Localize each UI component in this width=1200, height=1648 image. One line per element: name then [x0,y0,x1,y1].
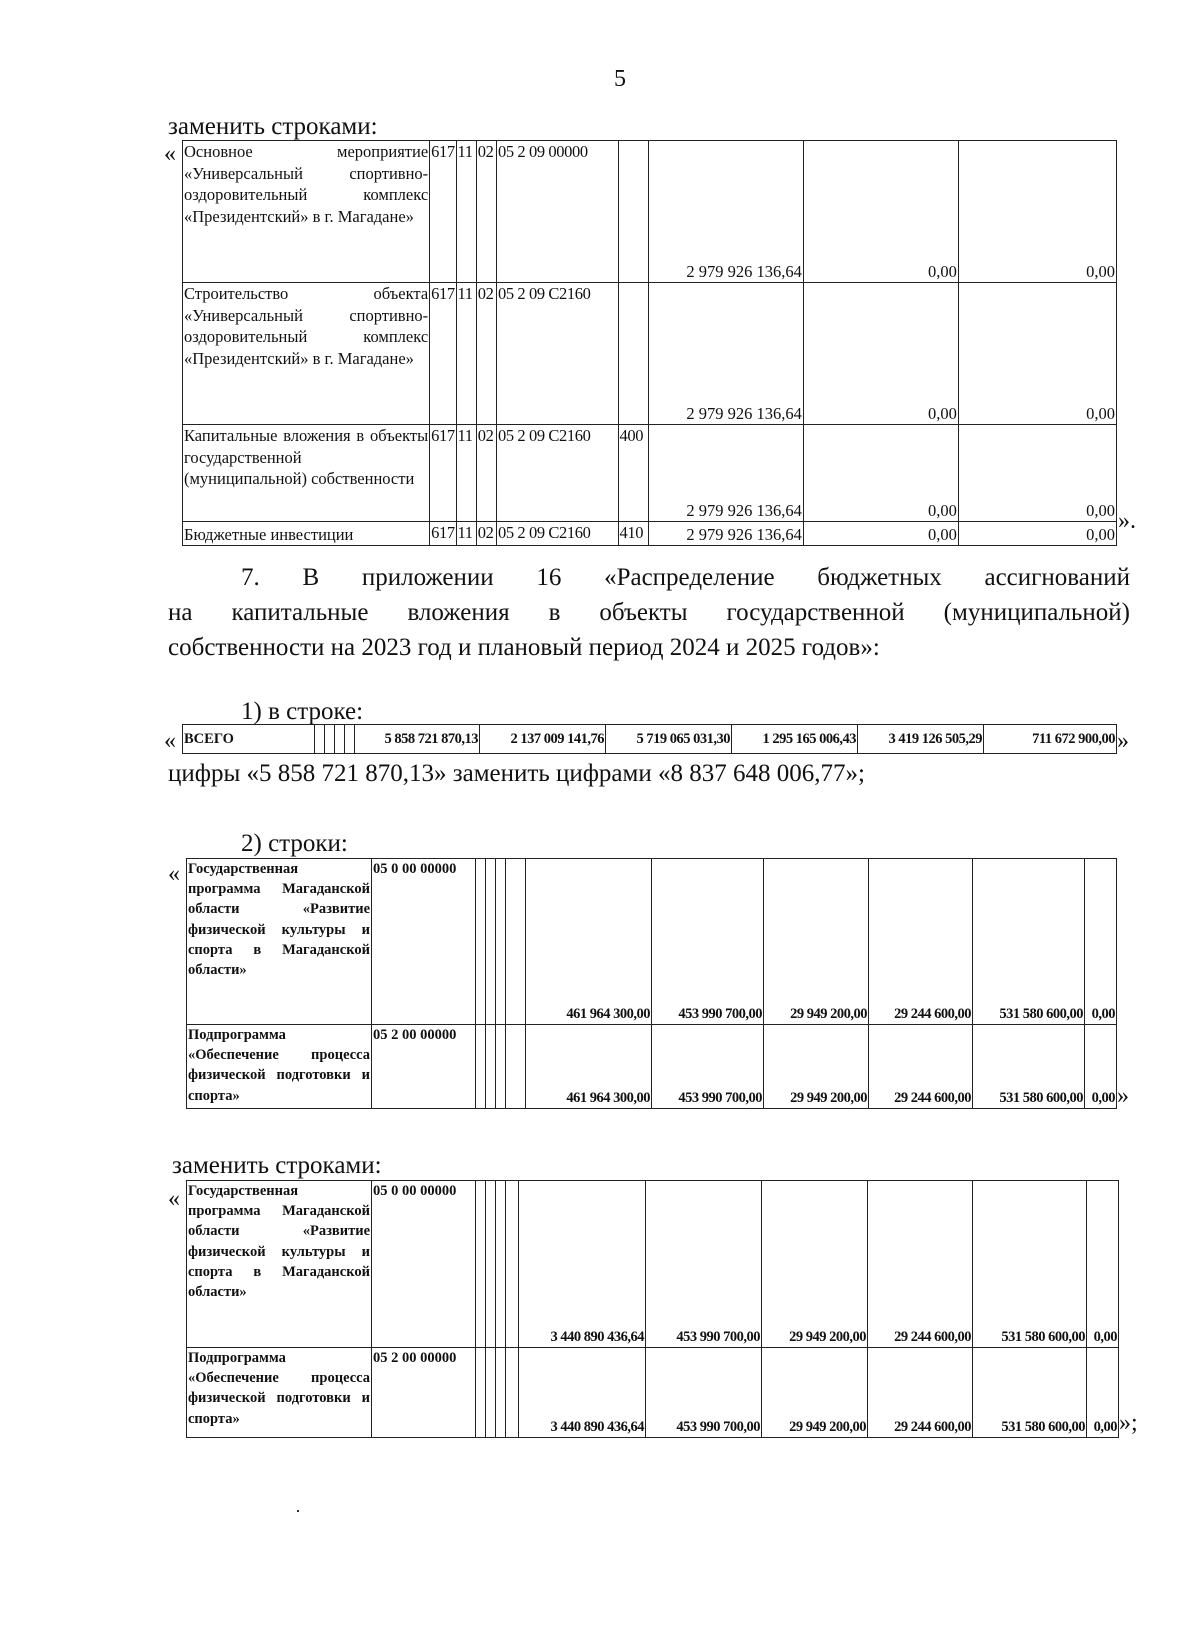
heading-rows: 2) строки: [241,830,348,857]
value-1: 3 440 890 436,64 [519,1348,646,1438]
heading-replace-rows-1: заменить строками: [168,113,378,140]
value-2024: 0,00 [803,425,958,522]
value-2025: 0,00 [958,522,1116,546]
code-expense-type: 400 [618,425,648,522]
table-row [187,1181,1119,1348]
code-ministry: 617 [430,141,456,283]
table3 [186,858,1117,1109]
code-ministry: 617 [430,425,456,522]
code-section: 11 [456,522,476,546]
value-6: 0,00 [1085,1025,1117,1109]
total-value-1: 5 858 721 870,13 [355,725,480,754]
table-row [183,725,1117,754]
value-4: 29 244 600,00 [868,1181,973,1348]
heading-replace-rows-2: заменить строками: [172,1152,382,1179]
value-2: 453 990 700,00 [652,859,764,1025]
value-6: 0,00 [1087,1348,1119,1438]
value-2025: 0,00 [958,425,1116,522]
value-5: 531 580 600,00 [973,1181,1087,1348]
paragraph-7-line-2: на капитальные вложения в объекты государственной (муниципальной) [168,599,1130,626]
table4 [186,1180,1119,1438]
table2-open-quote: « [164,728,176,754]
program-code: 05 2 00 00000 [372,1348,476,1438]
heading-in-row: 1) в строке: [241,698,364,725]
total-value-2: 2 137 009 141,76 [480,725,606,754]
total-value-3: 5 719 065 031,30 [606,725,732,754]
value-2024: 0,00 [803,141,958,283]
value-4: 29 244 600,00 [869,1025,973,1109]
row-name: Капитальные вложения в объекты государственной (муниципальной) собственности [183,425,430,522]
row-label-total: ВСЕГО [183,725,315,754]
value-2023: 2 979 926 136,64 [648,425,803,522]
code-ministry: 617 [430,522,456,546]
value-2024: 0,00 [803,522,958,546]
value-4: 29 244 600,00 [869,859,973,1025]
value-2024: 0,00 [803,283,958,425]
row-name: Государственная программа Магаданской области «Развитие физической культуры и спорта в Магаданской области» [187,1181,372,1348]
code-subsection: 02 [476,283,496,425]
program-code: 05 2 00 00000 [372,1025,476,1109]
value-5: 531 580 600,00 [973,1348,1087,1438]
total-value-4: 1 295 165 006,43 [732,725,858,754]
code-expense-type [618,283,648,425]
table-row [183,141,1117,283]
code-expense-type: 410 [618,522,648,546]
value-2023: 2 979 926 136,64 [648,141,803,283]
value-5: 531 580 600,00 [973,1025,1085,1109]
table1 [182,140,1117,546]
value-4: 29 244 600,00 [868,1348,973,1438]
replace-figures-text: цифры «5 858 721 870,13» заменить цифрами «8 837 648 006,77»; [168,760,865,787]
row-name: Подпрограмма «Обеспечение процесса физической подготовки и спорта» [187,1348,372,1438]
table2-close-quote: » [1117,728,1129,754]
table3-open-quote: « [168,861,180,887]
paragraph-7 [168,560,1130,665]
total-value-6: 711 672 900,00 [984,725,1117,754]
row-name: Основное мероприятие «Универсальный спортивно-оздоровительный комплекс «Президентский» в г. Магадане» [183,141,430,283]
table-row [183,425,1117,522]
value-2: 453 990 700,00 [652,1025,764,1109]
page-number: 5 [614,66,626,92]
table-row [187,859,1117,1025]
code-section: 11 [456,425,476,522]
value-3: 29 949 200,00 [762,1181,868,1348]
code-ministry: 617 [430,283,456,425]
row-name: Государственная программа Магаданской области «Развитие физической культуры и спорта в Магаданской области» [187,859,372,1025]
table-row [187,1348,1119,1438]
table3-close-quote: » [1117,1083,1129,1109]
value-2025: 0,00 [958,283,1116,425]
value-2023: 2 979 926 136,64 [648,283,803,425]
total-value-5: 3 419 126 505,29 [858,725,984,754]
value-2: 453 990 700,00 [646,1181,762,1348]
code-subsection: 02 [476,141,496,283]
code-subsection: 02 [476,522,496,546]
table-row [187,1025,1117,1109]
table2 [182,724,1117,754]
row-name: Подпрограмма «Обеспечение процесса физической подготовки и спорта» [187,1025,372,1109]
program-code: 05 0 00 00000 [372,859,476,1025]
code-section: 11 [456,283,476,425]
value-1: 461 964 300,00 [526,1025,652,1109]
code-section: 11 [456,141,476,283]
table-row [183,522,1117,546]
row-name: Бюджетные инвестиции [183,522,430,546]
value-2: 453 990 700,00 [646,1348,762,1438]
row-name: Строительство объекта «Универсальный спортивно-оздоровительный комплекс «Президентский» в г. Магадане» [183,283,430,425]
table-row [183,283,1117,425]
scan-speck [297,1510,299,1512]
value-6: 0,00 [1087,1181,1119,1348]
code-expense-type [618,141,648,283]
code-subsection: 02 [476,425,496,522]
value-2023: 2 979 926 136,64 [648,522,803,546]
table4-close-quote: »; [1119,1410,1138,1436]
program-code: 05 0 00 00000 [372,1181,476,1348]
value-1: 461 964 300,00 [526,859,652,1025]
code-target: 05 2 09 00000 [497,141,619,283]
value-2025: 0,00 [958,141,1116,283]
value-6: 0,00 [1085,859,1117,1025]
paragraph-7-line-1: 7. В приложении 16 «Распределение бюджетных ассигнований [241,564,1130,591]
table1-open-quote: « [164,141,176,167]
value-3: 29 949 200,00 [762,1348,868,1438]
value-3: 29 949 200,00 [764,859,869,1025]
value-5: 531 580 600,00 [973,859,1085,1025]
code-target: 05 2 09 С2160 [497,425,619,522]
paragraph-7-line-3: собственности на 2023 год и плановый период 2024 и 2025 годов»: [168,634,880,661]
value-3: 29 949 200,00 [764,1025,869,1109]
value-1: 3 440 890 436,64 [519,1181,646,1348]
table4-open-quote: « [168,1186,180,1212]
code-target: 05 2 09 С2160 [497,283,619,425]
code-target: 05 2 09 С2160 [497,522,619,546]
table1-close-quote: ». [1118,508,1136,534]
